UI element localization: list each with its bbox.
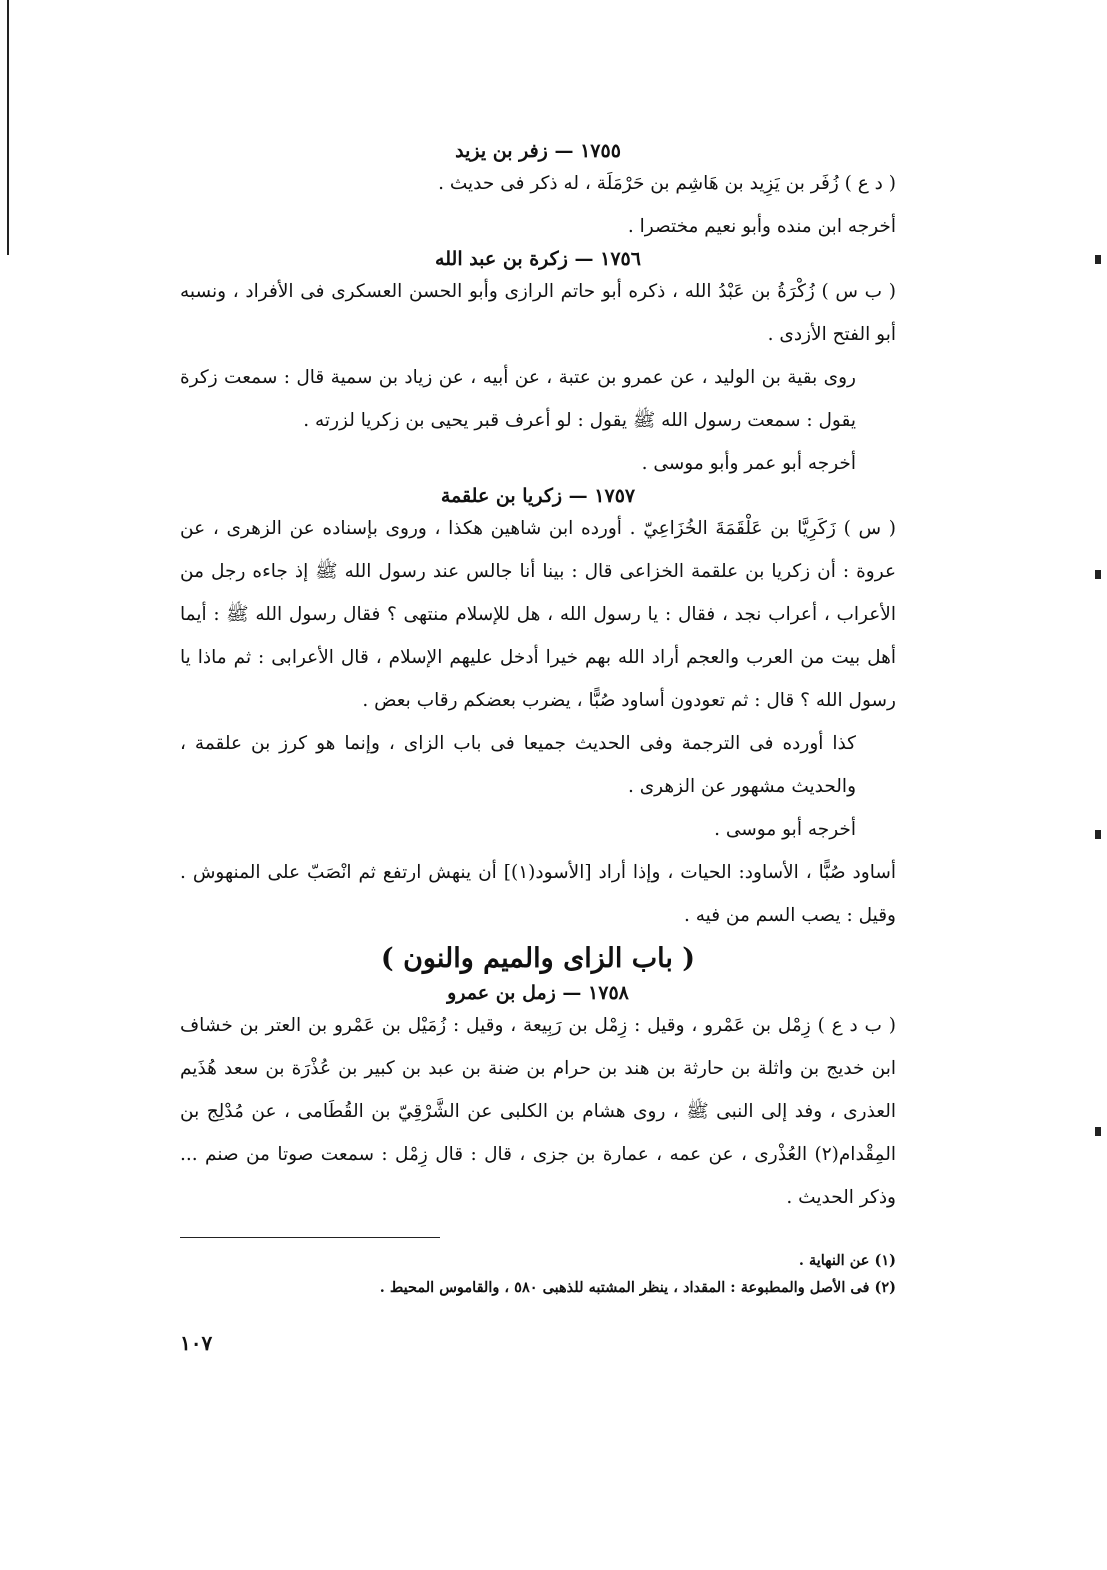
entry-1757-gloss: أساود صُبًّا ، الأساود: الحيات ، وإذا أراد [الأسود(١)] أن ينهش ارتفع ثم انْصَبّ على المنهوش . وقيل : يصب السم من فيه . <box>180 862 896 926</box>
entry-heading-1758: ١٧٥٨ — زمل بن عمرو <box>447 982 629 1004</box>
entry-1756-source: أخرجه أبو عمر وأبو موسى . <box>641 453 856 474</box>
entry-heading-1757: ١٧٥٧ — زكريا بن علقمة <box>440 485 636 507</box>
scan-edge-mark <box>1095 1127 1101 1136</box>
entry-1756-text: ( ب س ) زُكْرَةُ بن عَبْدُ الله ، ذكره أبو حاتم الرازى وأبو الحسن العسكرى فى الأفراد ، ونسبه أبو الفتح الأزدى . <box>180 281 896 345</box>
entry-1757-text: ( س ) زَكَرِيَّا بن عَلْقَمَةَ الخُزَاعِيّ . أورده ابن شاهين هكذا ، وروى بإسناده عن الزهرى ، عن عروة : أن زكريا بن علقمة الخزاعى قال : بينا أنا جالس عند رسول الله ﷺ إذ جاءه رجل من الأعراب ، أعراب نجد ، فقال : يا رسول الله ، هل للإسلام منتهى ؟ فقال رسول الله ﷺ : أيما أهل بيت من العرب والعجم أراد الله بهم خيرا أدخل عليهم الإسلام ، قال الأعرابى : ثم ماذا يا رسول الله ؟ قال : ثم تعودون أساود صُبًّا ، يضرب بعضكم رقاب بعض . <box>180 518 896 711</box>
entry-heading-1755: ١٧٥٥ — زفر بن يزيد <box>455 140 621 162</box>
scan-edge-mark <box>1095 255 1101 264</box>
page-body <box>180 140 896 1219</box>
footnote-2: (٢) فى الأصل والمطبوعة : المقداد ، ينظر المشتبه للذهبى ٥٨٠ ، والقاموس المحيط . <box>379 1279 896 1296</box>
footnote-1: (١) عن النهاية . <box>798 1252 896 1269</box>
entry-1757-source: أخرجه أبو موسى . <box>714 819 856 840</box>
footnote-divider <box>180 1237 440 1238</box>
entry-1758-text: ( ب د ع ) زِمْل بن عَمْرو ، وقيل : زِمْل بن رَبِيعة ، وقيل : زُمَيْل بن عَمْرو بن العتر بن خشاف ابن خديج بن واثلة بن حارثة بن هند بن حرام بن ضنة بن عبد بن كبير بن عُذْرَة بن سعد هُذَيم العذرى ، وفد إلى النبى ﷺ ، روى هشام بن الكلبى عن الشَّرْقِيّ بن القُطَامى ، عن مُدْلِج بن المِقْدام(٢) العُذْرى ، عن عمه ، عمارة بن جزى ، قال : قال زِمْل : سمعت صوتا من صنم ... وذكر الحديث . <box>180 1015 896 1208</box>
entry-1757-note: كذا أورده فى الترجمة وفى الحديث جميعا فى باب الزاى ، وإنما هو كرز بن علقمة ، والحديث مشهور عن الزهرى . <box>180 733 856 797</box>
entry-1755-text: ( د ع ) زُفَر بن يَزِيد بن هَاشِم بن حَرْمَلَة ، له ذكر فى حديث . <box>438 173 896 194</box>
chapter-title: ( باب الزاى والميم والنون ) <box>380 943 696 974</box>
scan-edge-mark <box>1095 830 1101 839</box>
entry-1756-hadith: روى بقية بن الوليد ، عن عمرو بن عتبة ، عن أبيه ، عن زياد بن سمية قال : سمعت زكرة يقول : سمعت رسول الله ﷺ يقول : لو أعرف قبر يحيى بن زكريا لزرته . <box>180 367 856 431</box>
scan-edge-mark <box>1095 570 1101 579</box>
footnotes <box>180 1247 896 1301</box>
entry-1755-source: أخرجه ابن منده وأبو نعيم مختصرا . <box>627 216 896 237</box>
scan-margin-line <box>7 0 9 255</box>
page-number: ١٠٧ <box>180 1331 213 1355</box>
entry-heading-1756: ١٧٥٦ — زكرة بن عبد الله <box>435 248 641 270</box>
